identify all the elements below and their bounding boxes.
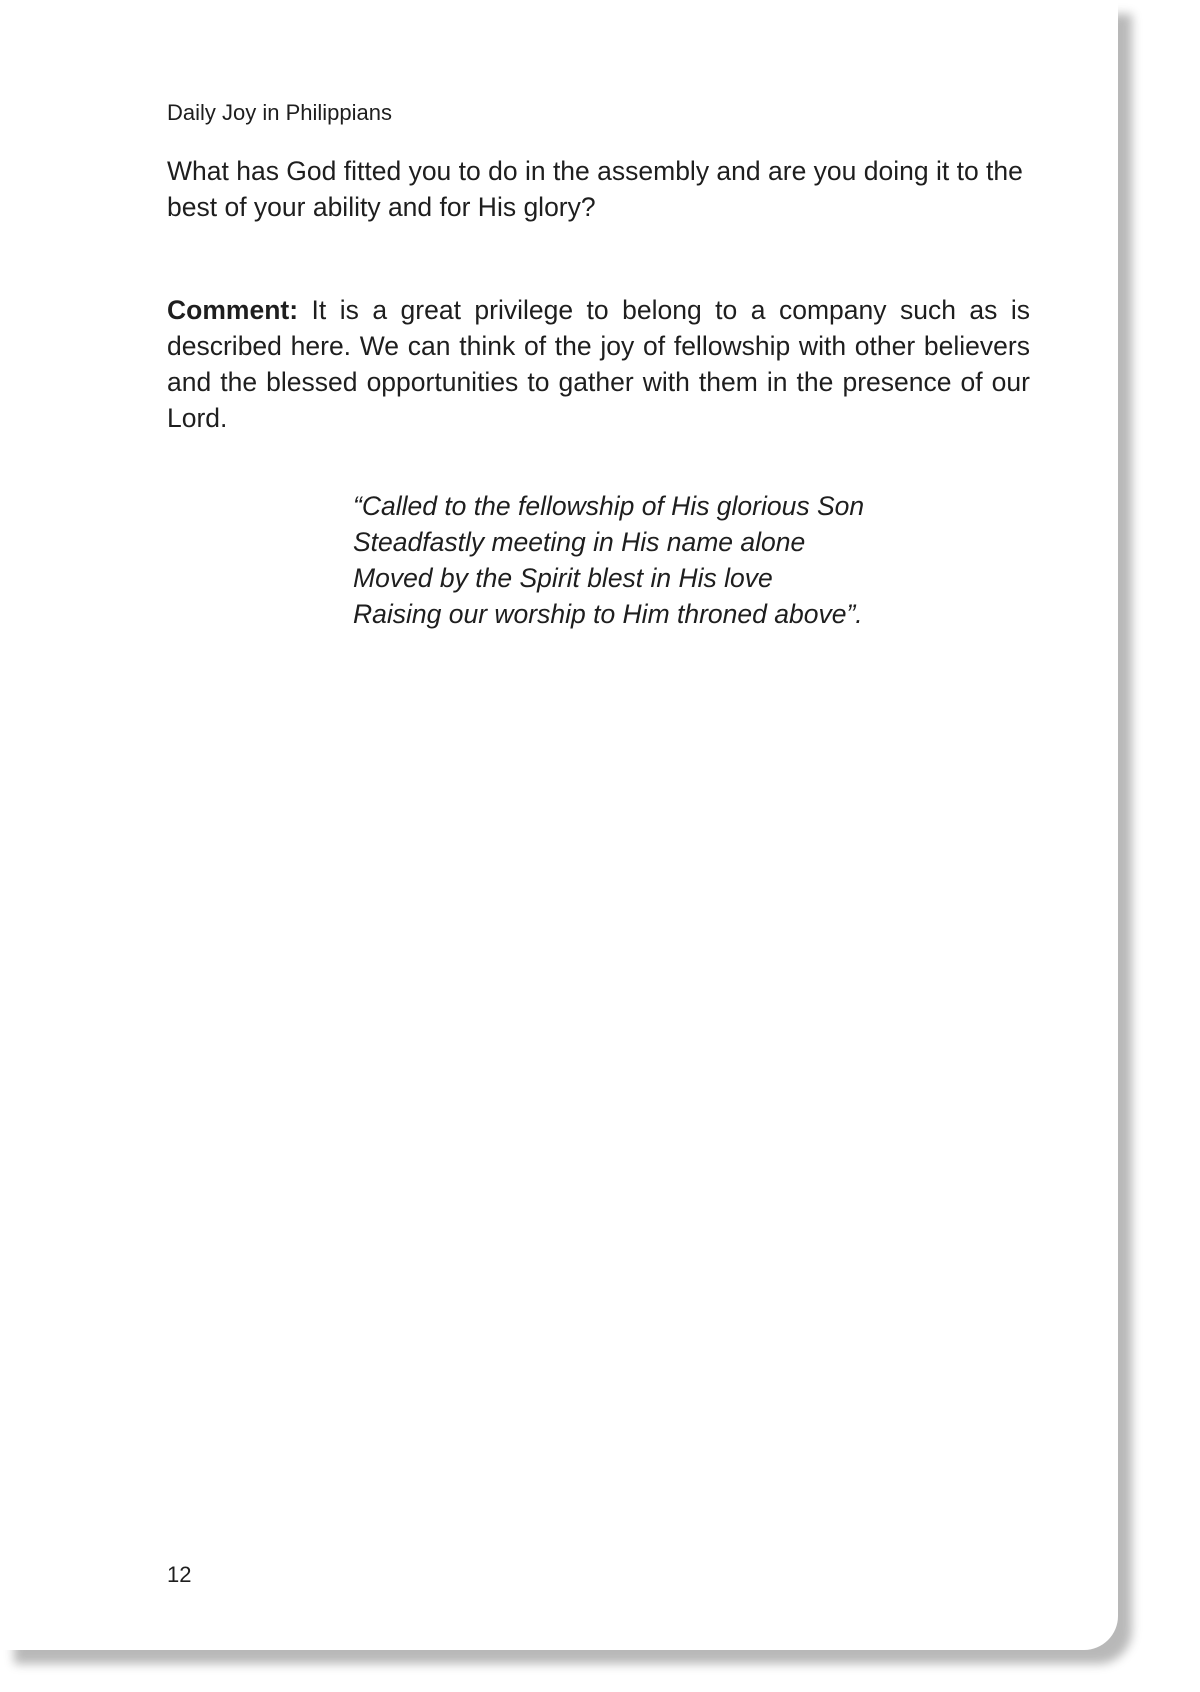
question-paragraph: What has God fitted you to do in the assembly and are you doing it to the best of your ability and for His glory? xyxy=(167,156,1023,222)
verse-block xyxy=(353,488,864,632)
comment-label: Comment: xyxy=(167,295,299,325)
verse-line: Raising our worship to Him throned above”. xyxy=(353,599,863,629)
page-number: 12 xyxy=(167,1562,192,1587)
comment-paragraph xyxy=(167,292,1030,436)
verse-line: Moved by the Spirit blest in His love xyxy=(353,563,773,593)
running-head: Daily Joy in Philippians xyxy=(167,100,392,125)
comment-text: It is a great privilege to belong to a company such as is described here. We can think of the joy of fellowship with other believers and the blessed opportunities to gather with them in the presence of our Lord. xyxy=(167,295,1031,433)
verse-line: “Called to the fellowship of His glorious Son xyxy=(353,491,865,521)
verse-line: Steadfastly meeting in His name alone xyxy=(353,527,806,557)
